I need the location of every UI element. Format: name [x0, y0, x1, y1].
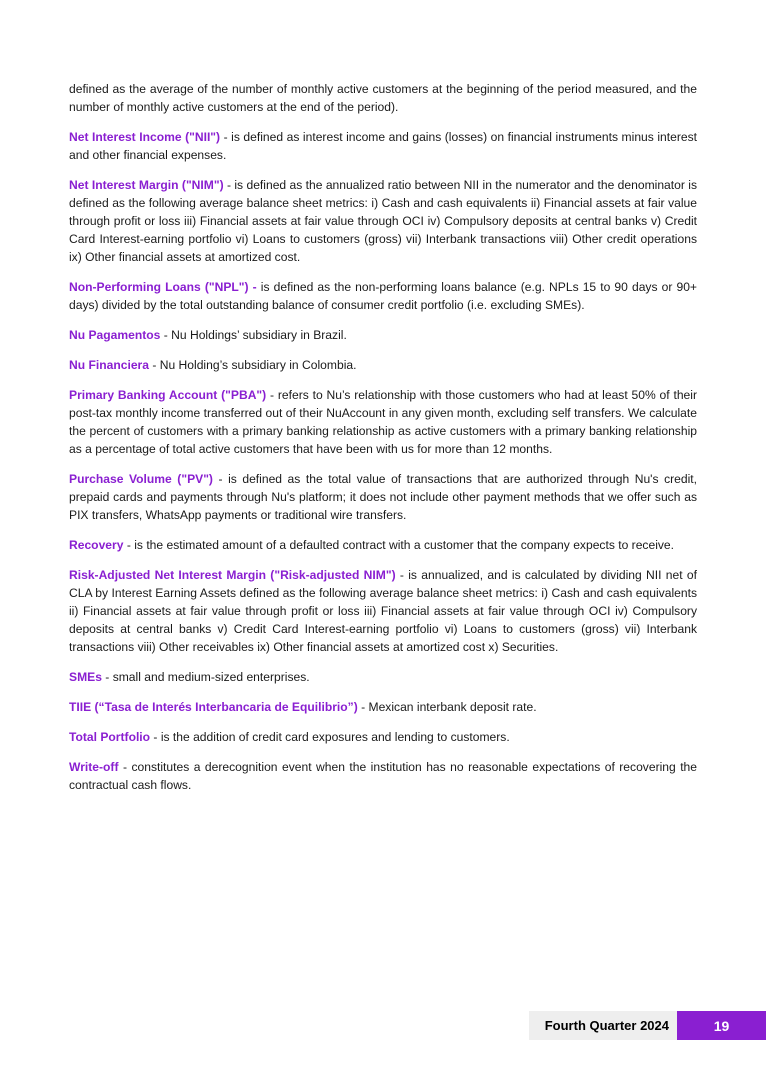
glossary-entry-nii — [69, 128, 697, 164]
glossary-entry-nim — [69, 176, 697, 266]
glossary-term: Primary Banking Account ("PBA") — [69, 388, 267, 402]
glossary-term: Risk-Adjusted Net Interest Margin ("Risk-adjusted NIM") — [69, 568, 396, 582]
glossary-entry-npl — [69, 278, 697, 314]
glossary-definition: refers to Nu’s relationship with those customers who had at least 50% of their post-tax monthly income transferred out of their NuAccount in any given month, excluding self transfers. We calculate the percent of customers with a primary banking relationship as active customers with a primary banking relationship as a percentage of total active customers that have been with us for more than 12 months. — [69, 388, 697, 456]
page-footer — [529, 1011, 766, 1040]
footer-report-period: Fourth Quarter 2024 — [529, 1011, 677, 1040]
glossary-term: Nu Pagamentos — [69, 328, 161, 342]
term-separator: - — [212, 472, 229, 486]
glossary-entry-pba — [69, 386, 697, 458]
glossary-entry-pv — [69, 470, 697, 524]
term-separator: - — [395, 568, 409, 582]
glossary-entry-write-off — [69, 758, 697, 794]
glossary-definition: is the addition of credit card exposures and lending to customers. — [160, 730, 510, 744]
glossary-term: TIIE (“Tasa de Interés Interbancaria de Equilibrio”) — [69, 700, 358, 714]
glossary-term: Purchase Volume ("PV") — [69, 472, 213, 486]
glossary-term: Total Portfolio — [69, 730, 151, 744]
glossary-term: Net Interest Margin ("NIM") — [69, 178, 224, 192]
glossary-entry-risk-adjusted-nim — [69, 566, 697, 656]
term-separator: - — [148, 358, 160, 372]
glossary-definition: is annualized, and is calculated by dividing NII net of CLA by Interest Earning Assets defined as the following average balance sheet metrics: i) Cash and cash equivalents ii) Financial assets at fair value through profit or loss iii) Financial assets at fair value through OCI iv) Compulsory deposits at central banks v) Credit Card Interest-earning portfolio vi) Loans to customers (gross) vii) Interbank transactions viii) Other receivables ix) Other financial assets at amortized cost x) Securities. — [69, 568, 698, 654]
glossary-term: Nu Financiera — [69, 358, 149, 372]
term-separator: - — [266, 388, 278, 402]
glossary-definition: small and medium-sized enterprises. — [112, 670, 310, 684]
glossary-entry-nu-pagamentos — [69, 326, 697, 344]
term-separator: - — [160, 328, 172, 342]
term-separator: - — [123, 538, 135, 552]
glossary-term: Write-off — [69, 760, 119, 774]
glossary-term: SMEs — [69, 670, 102, 684]
term-separator: - — [357, 700, 369, 714]
term-separator: - — [101, 670, 113, 684]
glossary-definition: is the estimated amount of a defaulted contract with a customer that the company expects to receive. — [134, 538, 675, 552]
glossary-entry-nu-financiera — [69, 356, 697, 374]
glossary-definition: is defined as the total value of transactions that are authorized through Nu's credit, prepaid cards and payments through Nu's platform; it does not include other payment methods that we offer such as PIX transfers, WhatsApp payments or traditional wire transfers. — [69, 472, 698, 522]
glossary-definition: Nu Holding’s subsidiary in Colombia. — [159, 358, 357, 372]
glossary-body — [69, 80, 697, 806]
glossary-entry-tiie — [69, 698, 697, 716]
glossary-term: Non-Performing Loans ("NPL") - — [69, 280, 257, 294]
glossary-definition: Mexican interbank deposit rate. — [368, 700, 537, 714]
page-number: 19 — [677, 1011, 766, 1040]
glossary-entry-total-portfolio — [69, 728, 697, 746]
glossary-entry-smes — [69, 668, 697, 686]
glossary-definition: is defined as the annualized ratio between NII in the numerator and the denominator is defined as the following average balance sheet metrics: i) Cash and cash equivalents ii) Financial assets at fair value through profit or loss iii) Financial assets at fair value through OCI iv) Compulsory deposits at central banks v) Credit Card Interest-earning portfolio vi) Loans to customers (gross) vii) Interbank transactions viii) Other credit operations ix) Other financial assets at amortized cost. — [69, 178, 697, 264]
glossary-term: Net Interest Income ("NII") — [69, 130, 221, 144]
term-separator: - — [223, 178, 235, 192]
term-separator: - — [220, 130, 232, 144]
glossary-definition: constitutes a derecognition event when the institution has no reasonable expectations of recovering the contractual cash flows. — [69, 760, 698, 792]
term-separator: - — [150, 730, 161, 744]
glossary-term: Recovery — [69, 538, 124, 552]
term-separator: - — [118, 760, 132, 774]
glossary-entry-recovery — [69, 536, 697, 554]
intro-paragraph: defined as the average of the number of monthly active customers at the beginning of the period measured, and the number of monthly active customers at the end of the period). — [69, 82, 697, 114]
glossary-definition: is defined as the non-performing loans balance (e.g. NPLs 15 to 90 days or 90+ days) divided by the total outstanding balance of consumer credit portfolio (i.e. excluding SMEs). — [69, 280, 697, 312]
glossary-definition: Nu Holdings’ subsidiary in Brazil. — [171, 328, 347, 342]
glossary-definition: is defined as interest income and gains (losses) on financial instruments minus interest and other financial expenses. — [69, 130, 697, 162]
